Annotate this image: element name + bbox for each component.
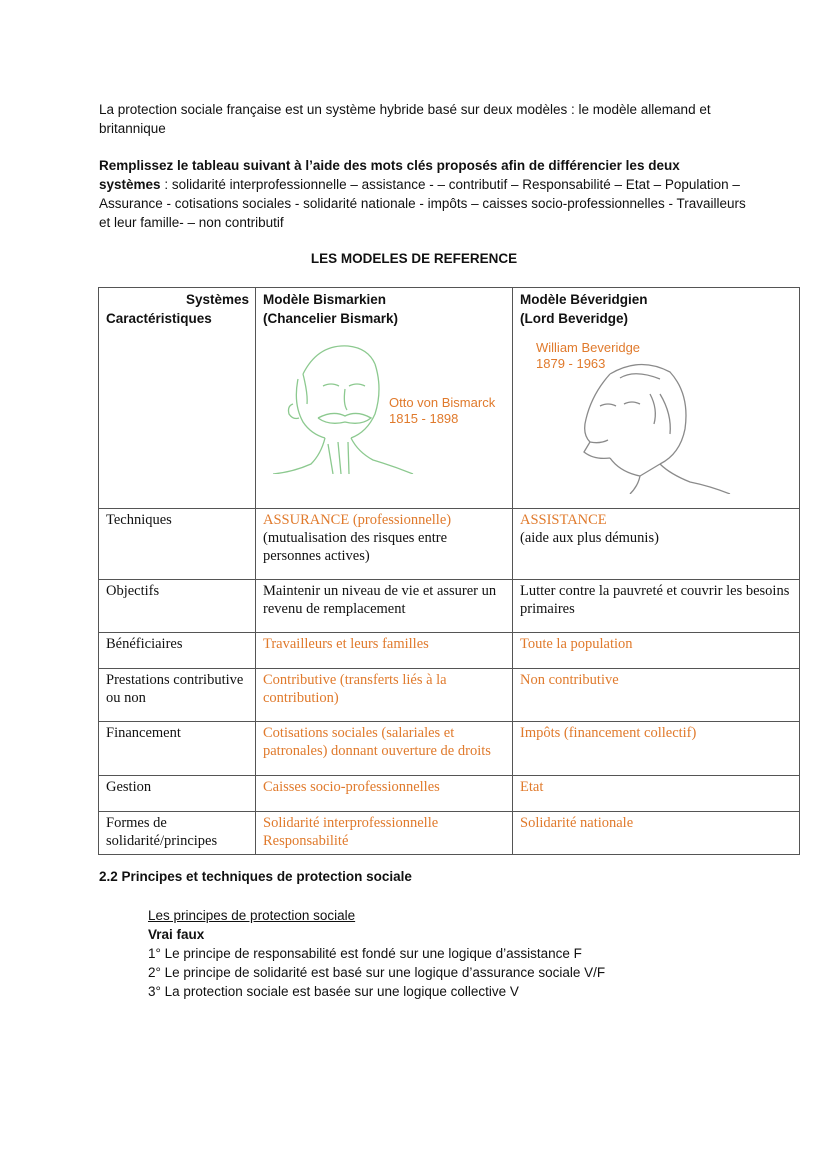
row-label: Gestion	[99, 776, 256, 812]
table-row	[99, 776, 800, 812]
cell-bismarck: Caisses socio-professionnelles	[256, 776, 513, 812]
table-row	[99, 669, 800, 722]
header-cell-bismarck	[256, 288, 513, 509]
table-row	[99, 509, 800, 580]
principles-block	[148, 906, 748, 1001]
cell-beveridge: Impôts (financement collectif)	[513, 722, 800, 776]
beveridge-sketch	[584, 364, 730, 494]
cell-bismarck	[256, 812, 513, 855]
quiz-item: 3° La protection sociale est basée sur une logique collective V	[148, 984, 519, 999]
intro-paragraph: La protection sociale française est un système hybride basé sur deux modèles : le modèle allemand et britannique	[99, 102, 711, 136]
solidarity-bismarck-line2: Responsabilité	[263, 833, 349, 849]
beveridge-dates: 1879 - 1963	[536, 356, 606, 371]
cell-beveridge: Solidarité nationale	[513, 812, 800, 855]
row-label: Formes de solidarité/principes	[99, 812, 256, 855]
table-title: LES MODELES DE REFERENCE	[310, 251, 518, 266]
table-header-row	[99, 288, 800, 509]
header-beveridge-sub: (Lord Beveridge)	[520, 311, 629, 326]
principles-subtitle: Les principes de protection sociale	[148, 908, 356, 923]
row-label: Financement	[99, 722, 256, 776]
section-title: 2.2 Principes et techniques de protection sociale	[99, 869, 412, 884]
bismarck-dates: 1815 - 1898	[389, 411, 459, 426]
models-table	[98, 287, 800, 855]
header-systems: Systèmes	[185, 292, 249, 307]
cell-bismarck: Travailleurs et leurs familles	[256, 633, 513, 669]
header-bismarck-sub: (Chancelier Bismark)	[263, 311, 399, 326]
header-characteristics: Caractéristiques	[106, 311, 212, 326]
cell-bismarck: Maintenir un niveau de vie et assurer un revenu de remplacement	[256, 580, 513, 633]
table-row	[99, 580, 800, 633]
techniques-beveridge-main: ASSISTANCE	[520, 512, 607, 528]
instructions-bold-line1: Remplissez le tableau suivant à l’aide des mots clés proposés afin de différencier les deux	[99, 158, 680, 173]
instructions-keywords: : solidarité interprofessionnelle – assistance - – contributif – Responsabilité – Etat – Population – Assurance - cotisations sociales - solidarité nationale - impôts – caisses socio-professionnelles - Travailleurs et leur famille- – non contributif	[99, 177, 746, 230]
header-cell-beveridge	[513, 288, 800, 509]
header-beveridge-title: Modèle Béveridgien	[520, 292, 648, 307]
instructions-bold-line2: systèmes	[99, 177, 161, 192]
header-bismarck-title: Modèle Bismarkien	[263, 292, 387, 307]
row-label: Objectifs	[99, 580, 256, 633]
cell-beveridge: Toute la population	[513, 633, 800, 669]
header-cell-systems	[99, 288, 256, 509]
row-label: Techniques	[99, 509, 256, 580]
cell-bismarck: Cotisations sociales (salariales et patronales) donnant ouverture de droits	[256, 722, 513, 776]
techniques-beveridge-note: (aide aux plus démunis)	[520, 530, 659, 546]
row-label: Prestations contributive ou non	[99, 669, 256, 722]
bismarck-name: Otto von Bismarck	[389, 395, 496, 410]
techniques-bismarck-note: (mutualisation des risques entre personnes actives)	[263, 530, 448, 564]
row-label: Bénéficiaires	[99, 633, 256, 669]
table-row	[99, 812, 800, 855]
quiz-item: 1° Le principe de responsabilité est fondé sur une logique d’assistance F	[148, 946, 582, 961]
beveridge-name: William Beveridge	[536, 340, 641, 355]
quiz-label: Vrai faux	[148, 927, 205, 942]
techniques-bismarck-main: ASSURANCE (professionnelle)	[263, 512, 452, 528]
beveridge-portrait	[520, 334, 790, 494]
cell-beveridge: Etat	[513, 776, 800, 812]
cell-beveridge: Non contributive	[513, 669, 800, 722]
cell-beveridge	[513, 509, 800, 580]
cell-bismarck	[256, 509, 513, 580]
bismarck-portrait	[263, 334, 503, 474]
table-row	[99, 722, 800, 776]
cell-bismarck: Contributive (transferts liés à la contribution)	[256, 669, 513, 722]
quiz-item: 2° Le principe de solidarité est basé sur une logique d’assurance sociale V/F	[148, 965, 606, 980]
instructions-paragraph	[99, 156, 749, 232]
cell-beveridge: Lutter contre la pauvreté et couvrir les besoins primaires	[513, 580, 800, 633]
solidarity-bismarck-line1: Solidarité interprofessionnelle	[263, 815, 439, 831]
table-row	[99, 633, 800, 669]
